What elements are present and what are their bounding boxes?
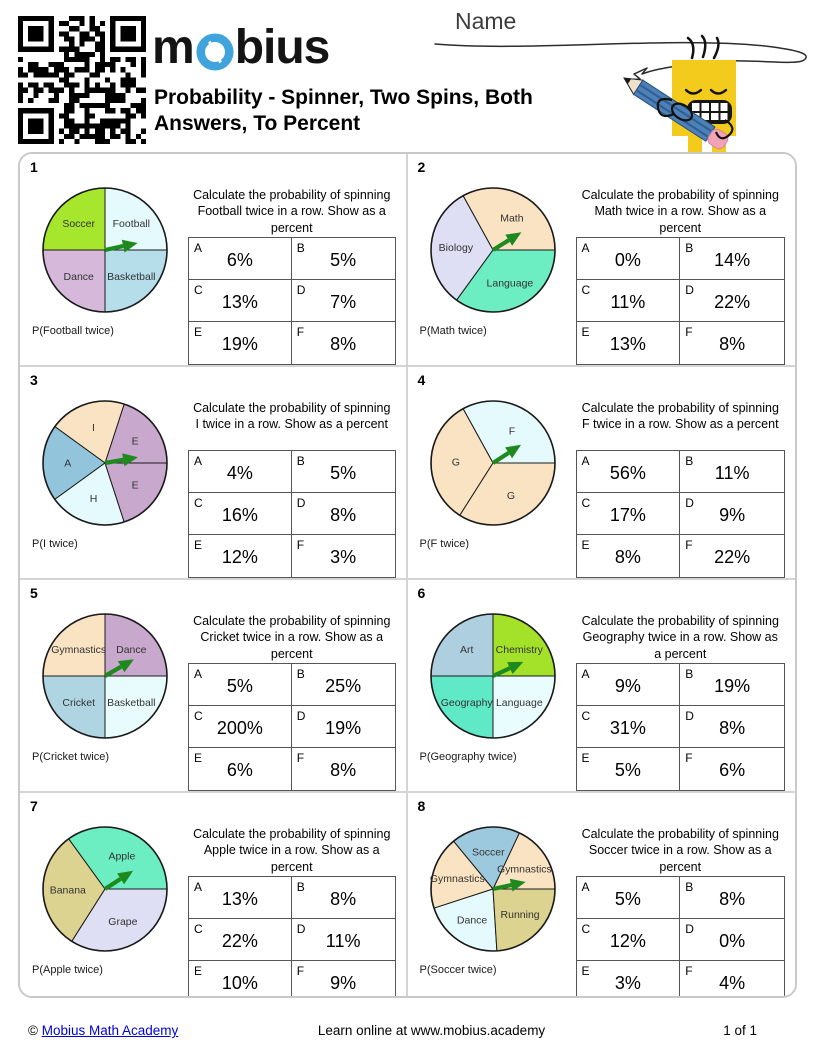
answer-letter: D xyxy=(296,922,306,936)
answer-value: 6% xyxy=(226,760,253,780)
answer-letter: B xyxy=(296,454,305,468)
problem-card xyxy=(20,580,408,793)
answer-letter: C xyxy=(194,922,203,936)
copyright-symbol: © xyxy=(28,1023,38,1038)
answer-value: 11% xyxy=(714,463,750,483)
answer-option[interactable] xyxy=(189,280,292,322)
spinner-pie-chart xyxy=(30,396,180,530)
question-text: Calculate the probability of spinning Football twice in a row. Show as a percent xyxy=(193,188,391,235)
answer-value: 8% xyxy=(719,889,746,909)
answer-letter: B xyxy=(685,241,694,255)
answer-option[interactable] xyxy=(189,877,292,919)
answer-option[interactable] xyxy=(189,919,292,961)
spinner-pie-chart xyxy=(30,183,180,317)
answer-letter: C xyxy=(581,283,591,297)
answer-value: 11% xyxy=(610,292,646,312)
name-label: Name xyxy=(455,8,517,34)
svg-text:Language: Language xyxy=(486,277,533,290)
answer-option[interactable] xyxy=(577,322,681,364)
svg-text:G: G xyxy=(506,490,515,503)
svg-text:Grape: Grape xyxy=(108,916,138,929)
answer-value: 200% xyxy=(216,718,263,738)
answer-value: 11% xyxy=(325,931,361,951)
problem-card xyxy=(20,367,408,580)
spinner-pie-chart xyxy=(418,609,568,743)
spinner-caption: P(Apple twice) xyxy=(32,964,103,976)
answer-letter: A xyxy=(194,454,203,468)
svg-text:Dance: Dance xyxy=(63,270,94,283)
answer-letter: E xyxy=(194,751,203,765)
spinner-caption: P(Cricket twice) xyxy=(32,751,110,763)
problem-card xyxy=(408,580,796,793)
svg-text:Dance: Dance xyxy=(456,914,487,927)
answer-option[interactable] xyxy=(577,919,681,961)
answer-letter: E xyxy=(194,325,203,339)
spinner-caption: P(I twice) xyxy=(32,538,78,550)
answer-option[interactable] xyxy=(680,877,784,919)
answer-value: 12% xyxy=(609,931,646,951)
answer-value: 4% xyxy=(226,463,253,483)
answer-letter: E xyxy=(581,538,590,552)
svg-text:Math: Math xyxy=(499,212,524,225)
answer-letter: C xyxy=(194,496,203,510)
answer-grid xyxy=(188,237,396,365)
problem-card xyxy=(408,793,796,998)
answer-value: 12% xyxy=(221,547,258,567)
answer-letter: A xyxy=(581,241,590,255)
answer-option[interactable] xyxy=(292,919,395,961)
answer-letter: C xyxy=(581,496,591,510)
svg-text:F: F xyxy=(508,425,515,438)
answer-letter: B xyxy=(685,667,694,681)
answer-option[interactable] xyxy=(577,877,681,919)
answer-letter: E xyxy=(194,964,203,978)
answer-option[interactable] xyxy=(292,322,395,364)
answer-option[interactable] xyxy=(292,280,395,322)
answer-option[interactable] xyxy=(292,961,395,998)
answer-letter: D xyxy=(296,709,306,723)
answer-letter: A xyxy=(194,667,203,681)
answer-letter: A xyxy=(581,454,590,468)
footer xyxy=(0,1023,815,1038)
answer-value: 56% xyxy=(609,463,646,483)
spinner-caption: P(Math twice) xyxy=(419,325,487,337)
answer-option[interactable] xyxy=(189,238,292,280)
answer-value: 5% xyxy=(614,760,641,780)
answer-option[interactable] xyxy=(577,451,681,493)
svg-text:Apple: Apple xyxy=(108,850,136,863)
answer-letter: D xyxy=(685,922,694,936)
question-text: Calculate the probability of spinning Cricket twice in a row. Show as a percent xyxy=(193,614,391,661)
problem-card xyxy=(20,154,408,367)
answer-value: 22% xyxy=(714,547,751,567)
answer-option[interactable] xyxy=(680,322,784,364)
answer-option[interactable] xyxy=(680,493,784,535)
svg-text:Geography: Geography xyxy=(440,696,493,709)
answer-option[interactable] xyxy=(292,493,395,535)
answer-option[interactable] xyxy=(577,280,681,322)
answer-letter: B xyxy=(296,667,305,681)
answer-value: 8% xyxy=(719,334,746,354)
spinner-caption: P(Soccer twice) xyxy=(419,964,497,976)
answer-grid xyxy=(576,876,786,998)
answer-value: 0% xyxy=(719,931,746,951)
svg-text:H: H xyxy=(89,492,98,505)
answer-letter: D xyxy=(685,709,694,723)
answer-option[interactable] xyxy=(189,451,292,493)
mascot-illustration xyxy=(420,0,815,165)
spinner-pie-chart xyxy=(418,396,568,530)
answer-value: 8% xyxy=(330,889,357,909)
answer-letter: E xyxy=(581,325,590,339)
answer-value: 19% xyxy=(714,676,751,696)
spinner-caption: P(F twice) xyxy=(419,538,469,550)
svg-text:Gymnastics: Gymnastics xyxy=(496,863,552,876)
answer-option[interactable] xyxy=(292,451,395,493)
answer-letter: A xyxy=(581,667,590,681)
answer-value: 3% xyxy=(614,973,641,993)
answer-letter: C xyxy=(581,709,591,723)
copyright-link[interactable]: Mobius Math Academy xyxy=(41,1023,179,1038)
answer-letter: B xyxy=(296,241,305,255)
svg-text:Soccer: Soccer xyxy=(471,846,505,859)
answer-value: 13% xyxy=(609,334,646,354)
answer-option[interactable] xyxy=(577,535,681,577)
problem-number: 4 xyxy=(417,372,426,388)
answer-value: 16% xyxy=(221,505,258,525)
qr-code xyxy=(18,16,146,144)
mobius-logo xyxy=(152,20,329,75)
svg-text:Art: Art xyxy=(459,644,473,657)
answer-value: 6% xyxy=(226,250,253,270)
answer-letter: B xyxy=(296,880,305,894)
svg-text:Basketball: Basketball xyxy=(107,270,156,283)
problem-card xyxy=(20,793,408,998)
answer-letter: C xyxy=(194,283,203,297)
problem-number: 8 xyxy=(417,798,426,814)
svg-text:G: G xyxy=(451,456,460,469)
answer-letter: E xyxy=(581,964,590,978)
answer-value: 13% xyxy=(221,292,258,312)
answer-letter: B xyxy=(685,454,694,468)
answer-letter: F xyxy=(685,751,693,765)
answer-option[interactable] xyxy=(577,493,681,535)
answer-option[interactable] xyxy=(577,706,681,748)
spinner-pie-chart xyxy=(30,609,180,743)
spinner-pie-chart xyxy=(30,822,180,956)
answer-grid xyxy=(188,663,396,791)
answer-option[interactable] xyxy=(292,238,395,280)
answer-option[interactable] xyxy=(292,706,395,748)
question-text: Calculate the probability of spinning Geography twice in a row. Show as a percent xyxy=(581,614,779,661)
answer-value: 3% xyxy=(330,547,357,567)
problem-number: 6 xyxy=(417,585,426,601)
answer-value: 9% xyxy=(719,505,746,525)
answer-letter: A xyxy=(194,241,203,255)
answer-value: 8% xyxy=(614,547,641,567)
answer-option[interactable] xyxy=(680,238,784,280)
answer-value: 9% xyxy=(614,676,641,696)
answer-value: 10% xyxy=(221,973,258,993)
answer-grid xyxy=(188,876,396,998)
svg-text:Running: Running xyxy=(500,909,540,921)
answer-value: 19% xyxy=(221,334,258,354)
answer-value: 31% xyxy=(609,718,646,738)
spinner-caption: P(Geography twice) xyxy=(419,751,517,763)
answer-value: 7% xyxy=(330,292,357,312)
spinner-pie-chart xyxy=(418,183,568,317)
problem-number: 3 xyxy=(30,372,38,388)
answer-value: 8% xyxy=(719,718,746,738)
spinner-caption: P(Football twice) xyxy=(32,325,114,337)
answer-letter: F xyxy=(296,538,305,552)
answer-value: 22% xyxy=(714,292,751,312)
answer-value: 5% xyxy=(614,889,641,909)
answer-letter: E xyxy=(194,538,203,552)
answer-letter: F xyxy=(685,325,693,339)
answer-grid xyxy=(188,450,396,578)
answer-value: 5% xyxy=(330,250,357,270)
copyright xyxy=(28,1023,258,1038)
answer-option[interactable] xyxy=(292,664,395,706)
svg-text:Cricket: Cricket xyxy=(62,696,96,709)
answer-option[interactable] xyxy=(292,535,395,577)
answer-letter: D xyxy=(296,283,306,297)
answer-grid xyxy=(576,663,786,791)
answer-value: 4% xyxy=(719,973,746,993)
answer-grid xyxy=(576,450,786,578)
answer-option[interactable] xyxy=(680,961,784,998)
answer-value: 19% xyxy=(325,718,362,738)
svg-text:E: E xyxy=(131,479,139,492)
answer-letter: D xyxy=(685,496,694,510)
answer-letter: A xyxy=(194,880,203,894)
answer-value: 5% xyxy=(330,463,357,483)
question-text: Calculate the probability of spinning Apple twice in a row. Show as a percent xyxy=(193,827,391,874)
answer-value: 6% xyxy=(719,760,746,780)
answer-option[interactable] xyxy=(680,664,784,706)
question-text: Calculate the probability of spinning Soccer twice in a row. Show as a percent xyxy=(581,827,779,874)
svg-text:Language: Language xyxy=(495,696,543,709)
svg-text:Biology: Biology xyxy=(438,242,473,255)
answer-value: 13% xyxy=(221,889,258,909)
logo-text-bius: bius xyxy=(234,21,330,74)
answer-option[interactable] xyxy=(189,961,292,998)
svg-text:Football: Football xyxy=(112,218,150,231)
problem-number: 5 xyxy=(30,585,38,601)
answer-option[interactable] xyxy=(189,748,292,790)
page-title: Probability - Spinner, Two Spins, Both Answers, To Percent xyxy=(154,86,533,136)
svg-text:E: E xyxy=(131,435,139,448)
answer-option[interactable] xyxy=(189,322,292,364)
answer-value: 0% xyxy=(614,250,641,270)
svg-text:Soccer: Soccer xyxy=(62,218,96,231)
answer-value: 9% xyxy=(330,973,357,993)
answer-letter: F xyxy=(296,751,305,765)
answer-value: 5% xyxy=(226,676,253,696)
answer-letter: E xyxy=(581,751,590,765)
svg-text:I: I xyxy=(92,422,95,435)
answer-letter: C xyxy=(581,922,591,936)
mobius-logo-o-icon xyxy=(196,33,234,71)
answer-option[interactable] xyxy=(680,919,784,961)
answer-letter: D xyxy=(296,496,306,510)
question-text: Calculate the probability of spinning F twice in a row. Show as a percent xyxy=(581,401,779,432)
problem-card xyxy=(408,367,796,580)
answer-option[interactable] xyxy=(189,706,292,748)
name-line xyxy=(435,43,806,80)
answer-letter: F xyxy=(685,964,693,978)
answer-value: 8% xyxy=(330,760,357,780)
question-text: Calculate the probability of spinning Math twice in a row. Show as a percent xyxy=(581,188,779,235)
problem-card xyxy=(408,154,796,367)
svg-text:Chemistry: Chemistry xyxy=(495,644,543,657)
svg-text:Gymnastics: Gymnastics xyxy=(51,644,107,657)
answer-letter: B xyxy=(685,880,694,894)
svg-text:A: A xyxy=(64,457,72,470)
footer-info: Learn online at www.mobius.academy xyxy=(317,1023,546,1038)
page-number: 1 of 1 xyxy=(723,1023,757,1038)
answer-option[interactable] xyxy=(680,280,784,322)
answer-letter: A xyxy=(581,880,590,894)
answer-letter: D xyxy=(685,283,694,297)
svg-text:Gymnastics: Gymnastics xyxy=(429,873,485,886)
answer-letter: F xyxy=(296,325,305,339)
answer-grid xyxy=(576,237,786,365)
answer-letter: F xyxy=(685,538,693,552)
svg-text:Basketball: Basketball xyxy=(107,696,156,709)
svg-text:Dance: Dance xyxy=(116,644,147,657)
answer-option[interactable] xyxy=(189,664,292,706)
answer-option[interactable] xyxy=(189,493,292,535)
answer-value: 8% xyxy=(330,334,357,354)
answer-option[interactable] xyxy=(577,238,681,280)
problem-number: 1 xyxy=(30,159,38,175)
answer-option[interactable] xyxy=(680,706,784,748)
answer-option[interactable] xyxy=(577,748,681,790)
problems-grid xyxy=(18,152,797,998)
answer-value: 17% xyxy=(609,505,646,525)
answer-value: 22% xyxy=(221,931,258,951)
answer-option[interactable] xyxy=(577,961,681,998)
answer-value: 8% xyxy=(330,505,357,525)
answer-option[interactable] xyxy=(292,748,395,790)
answer-option[interactable] xyxy=(292,877,395,919)
answer-letter: F xyxy=(296,964,305,978)
answer-option[interactable] xyxy=(680,451,784,493)
spinner-pie-chart xyxy=(418,822,568,956)
logo-text-m: m xyxy=(152,21,194,74)
answer-option[interactable] xyxy=(577,664,681,706)
svg-text:Banana: Banana xyxy=(49,884,86,897)
question-text: Calculate the probability of spinning I twice in a row. Show as a percent xyxy=(193,401,391,432)
answer-value: 25% xyxy=(325,676,362,696)
answer-option[interactable] xyxy=(680,535,784,577)
problem-number: 7 xyxy=(30,798,38,814)
answer-option[interactable] xyxy=(189,535,292,577)
answer-value: 14% xyxy=(714,250,751,270)
answer-option[interactable] xyxy=(680,748,784,790)
problem-number: 2 xyxy=(417,159,426,175)
answer-letter: C xyxy=(194,709,203,723)
